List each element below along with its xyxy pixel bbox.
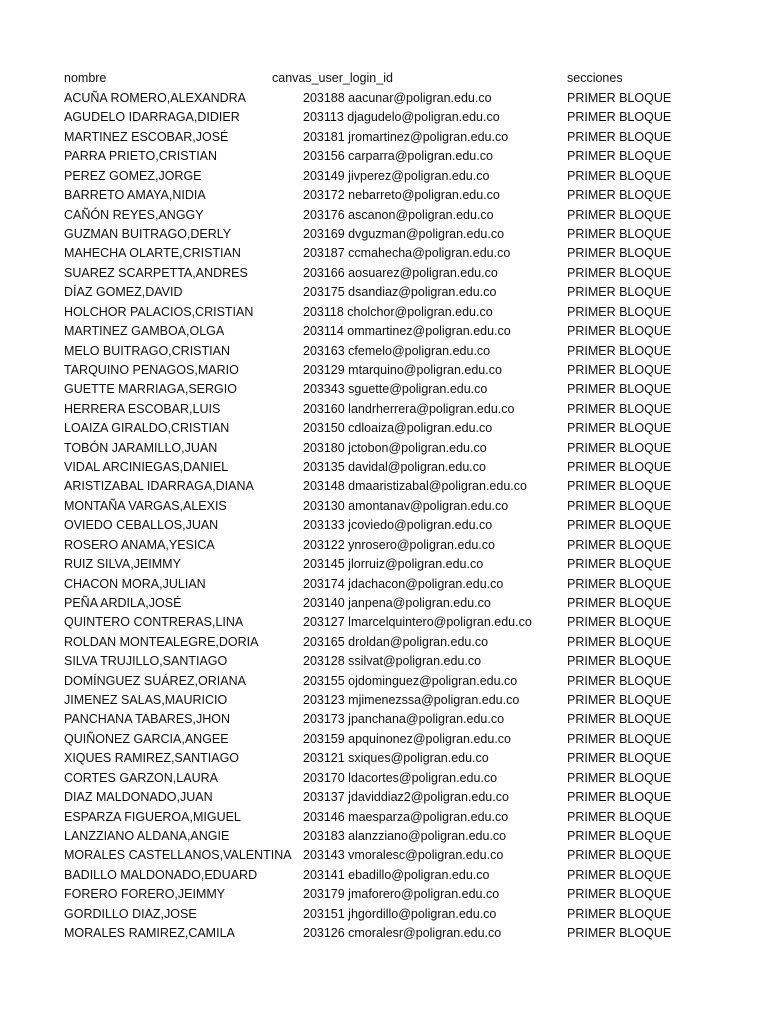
table-row (0, 206, 768, 225)
table-row (0, 439, 768, 458)
cell-canvas-user-login-id: 203169 dvguzman@poligran.edu.co (303, 226, 505, 241)
cell-canvas-user-login-id: 203176 ascanon@poligran.edu.co (303, 207, 494, 222)
cell-secciones: PRIMER BLOQUE (567, 557, 672, 572)
cell-secciones: PRIMER BLOQUE (567, 867, 672, 882)
cell-nombre: RUIZ SILVA,JEIMMY (64, 557, 181, 572)
cell-secciones: PRIMER BLOQUE (567, 673, 672, 688)
cell-secciones: PRIMER BLOQUE (567, 654, 672, 669)
cell-secciones: PRIMER BLOQUE (567, 207, 672, 222)
cell-nombre: GUZMAN BUITRAGO,DERLY (64, 226, 232, 241)
cell-secciones: PRIMER BLOQUE (567, 324, 672, 338)
cell-nombre: QUIÑONEZ GARCIA,ANGEE (64, 731, 229, 746)
table-row (0, 710, 768, 729)
cell-nombre: ACUÑA ROMERO,ALEXANDRA (64, 91, 246, 105)
header-nombre: nombre (64, 71, 107, 85)
cell-secciones: PRIMER BLOQUE (567, 421, 672, 436)
cell-nombre: PANCHANA TABARES,JHON (64, 712, 231, 727)
cell-nombre: LANZZIANO ALDANA,ANGIE (64, 829, 230, 843)
cell-canvas-user-login-id: 203118 cholchor@poligran.edu.co (303, 304, 493, 319)
cell-canvas-user-login-id: 203173 jpanchana@poligran.edu.co (303, 712, 505, 727)
cell-nombre: ARISTIZABAL IDARRAGA,DIANA (64, 479, 254, 494)
table-row (0, 516, 768, 535)
cell-secciones: PRIMER BLOQUE (567, 265, 672, 280)
cell-nombre: ESPARZA FIGUEROA,MIGUEL (64, 809, 241, 824)
cell-secciones: PRIMER BLOQUE (567, 595, 672, 610)
cell-nombre: XIQUES RAMIREZ,SANTIAGO (64, 751, 240, 766)
cell-secciones: PRIMER BLOQUE (567, 518, 672, 533)
cell-nombre: MORALES RAMIREZ,CAMILA (64, 926, 235, 941)
cell-nombre: JIMENEZ SALAS,MAURICIO (64, 693, 228, 707)
cell-nombre: MAHECHA OLARTE,CRISTIAN (64, 246, 241, 261)
header-canvas-user-login-id: canvas_user_login_id (272, 71, 393, 85)
table-row (0, 147, 768, 166)
cell-canvas-user-login-id: 203135 davidal@poligran.edu.co (303, 460, 486, 474)
cell-canvas-user-login-id: 203122 ynrosero@poligran.edu.co (303, 537, 495, 552)
cell-secciones: PRIMER BLOQUE (567, 693, 672, 707)
cell-canvas-user-login-id: 203143 vmoralesc@poligran.edu.co (303, 848, 504, 863)
table-row (0, 652, 768, 671)
table-row (0, 89, 768, 108)
cell-canvas-user-login-id: 203130 amontanav@poligran.edu.co (303, 498, 509, 513)
table-row (0, 108, 768, 127)
cell-nombre: TARQUINO PENAGOS,MARIO (64, 362, 239, 377)
cell-nombre: SUAREZ SCARPETTA,ANDRES (64, 265, 248, 280)
cell-nombre: VIDAL ARCINIEGAS,DANIEL (64, 460, 229, 474)
cell-secciones: PRIMER BLOQUE (567, 576, 672, 591)
cell-nombre: MONTAÑA VARGAS,ALEXIS (64, 498, 227, 513)
cell-canvas-user-login-id: 203174 jdachacon@poligran.edu.co (303, 576, 504, 591)
cell-canvas-user-login-id: 203133 jcoviedo@poligran.edu.co (303, 518, 493, 533)
cell-nombre: LOAIZA GIRALDO,CRISTIAN (64, 421, 230, 436)
cell-secciones: PRIMER BLOQUE (567, 479, 672, 494)
cell-nombre: MELO BUITRAGO,CRISTIAN (64, 343, 230, 358)
cell-secciones: PRIMER BLOQUE (567, 790, 672, 805)
cell-canvas-user-login-id: 203141 ebadillo@poligran.edu.co (303, 867, 490, 882)
cell-secciones: PRIMER BLOQUE (567, 770, 672, 785)
cell-canvas-user-login-id: 203179 jmaforero@poligran.edu.co (303, 887, 500, 902)
cell-secciones: PRIMER BLOQUE (567, 285, 672, 300)
cell-canvas-user-login-id: 203187 ccmahecha@poligran.edu.co (303, 246, 511, 261)
cell-canvas-user-login-id: 203180 jctobon@poligran.edu.co (303, 440, 487, 455)
cell-secciones: PRIMER BLOQUE (567, 460, 672, 474)
cell-canvas-user-login-id: 203150 cdloaiza@poligran.edu.co (303, 421, 493, 436)
cell-secciones: PRIMER BLOQUE (567, 809, 672, 824)
cell-nombre: DÍAZ GOMEZ,DAVID (64, 285, 183, 300)
cell-canvas-user-login-id: 203172 nebarreto@poligran.edu.co (303, 188, 500, 203)
cell-nombre: QUINTERO CONTRERAS,LINA (64, 615, 244, 630)
cell-canvas-user-login-id: 203113 djagudelo@poligran.edu.co (303, 110, 500, 125)
cell-secciones: PRIMER BLOQUE (567, 129, 672, 144)
cell-secciones: PRIMER BLOQUE (567, 110, 672, 125)
table-row (0, 691, 768, 710)
cell-nombre: MARTINEZ GAMBOA,OLGA (64, 324, 225, 338)
cell-canvas-user-login-id: 203129 mtarquino@poligran.edu.co (303, 362, 502, 377)
cell-nombre: BADILLO MALDONADO,EDUARD (64, 867, 258, 882)
cell-secciones: PRIMER BLOQUE (567, 401, 672, 416)
cell-canvas-user-login-id: 203151 jhgordillo@poligran.edu.co (303, 906, 497, 921)
table-row (0, 497, 768, 516)
cell-canvas-user-login-id: 203140 janpena@poligran.edu.co (303, 595, 491, 610)
cell-nombre: ROSERO ANAMA,YESICA (64, 537, 215, 552)
cell-canvas-user-login-id: 203155 ojdominguez@poligran.edu.co (303, 673, 518, 688)
cell-nombre: TOBÓN JARAMILLO,JUAN (64, 440, 218, 455)
cell-secciones: PRIMER BLOQUE (567, 343, 672, 358)
table-row (0, 536, 768, 555)
table-row (0, 575, 768, 594)
cell-secciones: PRIMER BLOQUE (567, 926, 672, 941)
table-row (0, 380, 768, 399)
table-row (0, 613, 768, 632)
table-row (0, 167, 768, 186)
cell-canvas-user-login-id: 203159 apquinonez@poligran.edu.co (303, 731, 511, 746)
table-row (0, 866, 768, 885)
cell-canvas-user-login-id: 203166 aosuarez@poligran.edu.co (303, 265, 498, 280)
table-row (0, 788, 768, 807)
cell-nombre: GORDILLO DIAZ,JOSE (64, 906, 197, 921)
cell-canvas-user-login-id: 203126 cmoralesr@poligran.edu.co (303, 926, 502, 941)
cell-secciones: PRIMER BLOQUE (567, 634, 672, 649)
cell-nombre: HERRERA ESCOBAR,LUIS (64, 401, 221, 416)
cell-secciones: PRIMER BLOQUE (567, 615, 672, 630)
cell-canvas-user-login-id: 203114 ommartinez@poligran.edu.co (303, 324, 511, 338)
table-row (0, 924, 768, 943)
cell-canvas-user-login-id: 203149 jivperez@poligran.edu.co (303, 168, 490, 183)
cell-nombre: SILVA TRUJILLO,SANTIAGO (64, 654, 228, 669)
table-row (0, 322, 768, 341)
cell-secciones: PRIMER BLOQUE (567, 226, 672, 241)
table-row (0, 672, 768, 691)
cell-nombre: ROLDAN MONTEALEGRE,DORIA (64, 634, 259, 649)
cell-canvas-user-login-id: 203123 mjimenezssa@poligran.edu.co (303, 693, 520, 707)
cell-nombre: MARTINEZ ESCOBAR,JOSÉ (64, 129, 229, 144)
cell-nombre: DOMÍNGUEZ SUÁREZ,ORIANA (64, 673, 246, 688)
table-row (0, 419, 768, 438)
table-row (0, 342, 768, 361)
table-row (0, 283, 768, 302)
cell-secciones: PRIMER BLOQUE (567, 362, 672, 377)
cell-secciones: PRIMER BLOQUE (567, 304, 672, 319)
cell-nombre: BARRETO AMAYA,NIDIA (64, 188, 206, 203)
table-row (0, 827, 768, 846)
cell-nombre: PEREZ GOMEZ,JORGE (64, 168, 202, 183)
cell-secciones: PRIMER BLOQUE (567, 537, 672, 552)
cell-nombre: PARRA PRIETO,CRISTIAN (64, 149, 218, 164)
header-row (0, 69, 768, 88)
cell-canvas-user-login-id: 203175 dsandiaz@poligran.edu.co (303, 285, 497, 300)
cell-canvas-user-login-id: 203170 ldacortes@poligran.edu.co (303, 770, 498, 785)
table-row (0, 769, 768, 788)
header-secciones: secciones (567, 71, 623, 85)
cell-canvas-user-login-id: 203146 maesparza@poligran.edu.co (303, 809, 509, 824)
cell-nombre: CORTES GARZON,LAURA (64, 770, 218, 785)
cell-canvas-user-login-id: 203128 ssilvat@poligran.edu.co (303, 654, 482, 669)
table-row (0, 555, 768, 574)
table-row (0, 361, 768, 380)
cell-secciones: PRIMER BLOQUE (567, 498, 672, 513)
cell-secciones: PRIMER BLOQUE (567, 906, 672, 921)
cell-nombre: CAÑÓN REYES,ANGGY (64, 207, 204, 222)
cell-secciones: PRIMER BLOQUE (567, 246, 672, 261)
cell-nombre: GUETTE MARRIAGA,SERGIO (64, 382, 237, 397)
cell-secciones: PRIMER BLOQUE (567, 731, 672, 746)
cell-canvas-user-login-id: 203145 jlorruiz@poligran.edu.co (303, 557, 484, 572)
cell-secciones: PRIMER BLOQUE (567, 887, 672, 902)
cell-canvas-user-login-id: 203188 aacunar@poligran.edu.co (303, 91, 492, 105)
cell-secciones: PRIMER BLOQUE (567, 712, 672, 727)
cell-nombre: OVIEDO CEBALLOS,JUAN (64, 518, 219, 533)
table-row (0, 458, 768, 477)
table-row (0, 846, 768, 865)
table-row (0, 633, 768, 652)
cell-secciones: PRIMER BLOQUE (567, 848, 672, 863)
table-row (0, 400, 768, 419)
cell-nombre: AGUDELO IDARRAGA,DIDIER (64, 110, 240, 125)
cell-nombre: MORALES CASTELLANOS,VALENTINA (64, 848, 292, 863)
table-row (0, 749, 768, 768)
cell-secciones: PRIMER BLOQUE (567, 168, 672, 183)
table-row (0, 905, 768, 924)
table-row (0, 128, 768, 147)
cell-canvas-user-login-id: 203181 jromartinez@poligran.edu.co (303, 129, 509, 144)
table-row (0, 225, 768, 244)
cell-nombre: CHACON MORA,JULIAN (64, 576, 206, 591)
table-row (0, 885, 768, 904)
cell-nombre: DIAZ MALDONADO,JUAN (64, 790, 213, 805)
table-row (0, 808, 768, 827)
table-row (0, 730, 768, 749)
cell-secciones: PRIMER BLOQUE (567, 751, 672, 766)
table-row (0, 186, 768, 205)
cell-secciones: PRIMER BLOQUE (567, 382, 672, 397)
cell-secciones: PRIMER BLOQUE (567, 440, 672, 455)
cell-canvas-user-login-id: 203137 jdaviddiaz2@poligran.edu.co (303, 790, 509, 805)
cell-secciones: PRIMER BLOQUE (567, 188, 672, 203)
cell-canvas-user-login-id: 203121 sxiques@poligran.edu.co (303, 751, 489, 766)
cell-canvas-user-login-id: 203343 sguette@poligran.edu.co (303, 382, 488, 397)
cell-secciones: PRIMER BLOQUE (567, 91, 672, 105)
cell-nombre: HOLCHOR PALACIOS,CRISTIAN (64, 304, 254, 319)
table-row (0, 264, 768, 283)
cell-canvas-user-login-id: 203156 carparra@poligran.edu.co (303, 149, 493, 164)
table-row (0, 477, 768, 496)
cell-canvas-user-login-id: 203127 lmarcelquintero@poligran.edu.co (303, 615, 532, 630)
cell-canvas-user-login-id: 203183 alanzziano@poligran.edu.co (303, 829, 507, 843)
table-row (0, 244, 768, 263)
cell-canvas-user-login-id: 203160 landrherrera@poligran.edu.co (303, 401, 515, 416)
cell-canvas-user-login-id: 203148 dmaaristizabal@poligran.edu.co (303, 479, 527, 494)
cell-nombre: PEÑA ARDILA,JOSÉ (64, 595, 182, 610)
cell-canvas-user-login-id: 203163 cfemelo@poligran.edu.co (303, 343, 491, 358)
table-row (0, 303, 768, 322)
table-row (0, 594, 768, 613)
cell-nombre: FORERO FORERO,JEIMMY (64, 887, 226, 902)
cell-secciones: PRIMER BLOQUE (567, 829, 672, 843)
cell-canvas-user-login-id: 203165 droldan@poligran.edu.co (303, 634, 489, 649)
cell-secciones: PRIMER BLOQUE (567, 149, 672, 164)
